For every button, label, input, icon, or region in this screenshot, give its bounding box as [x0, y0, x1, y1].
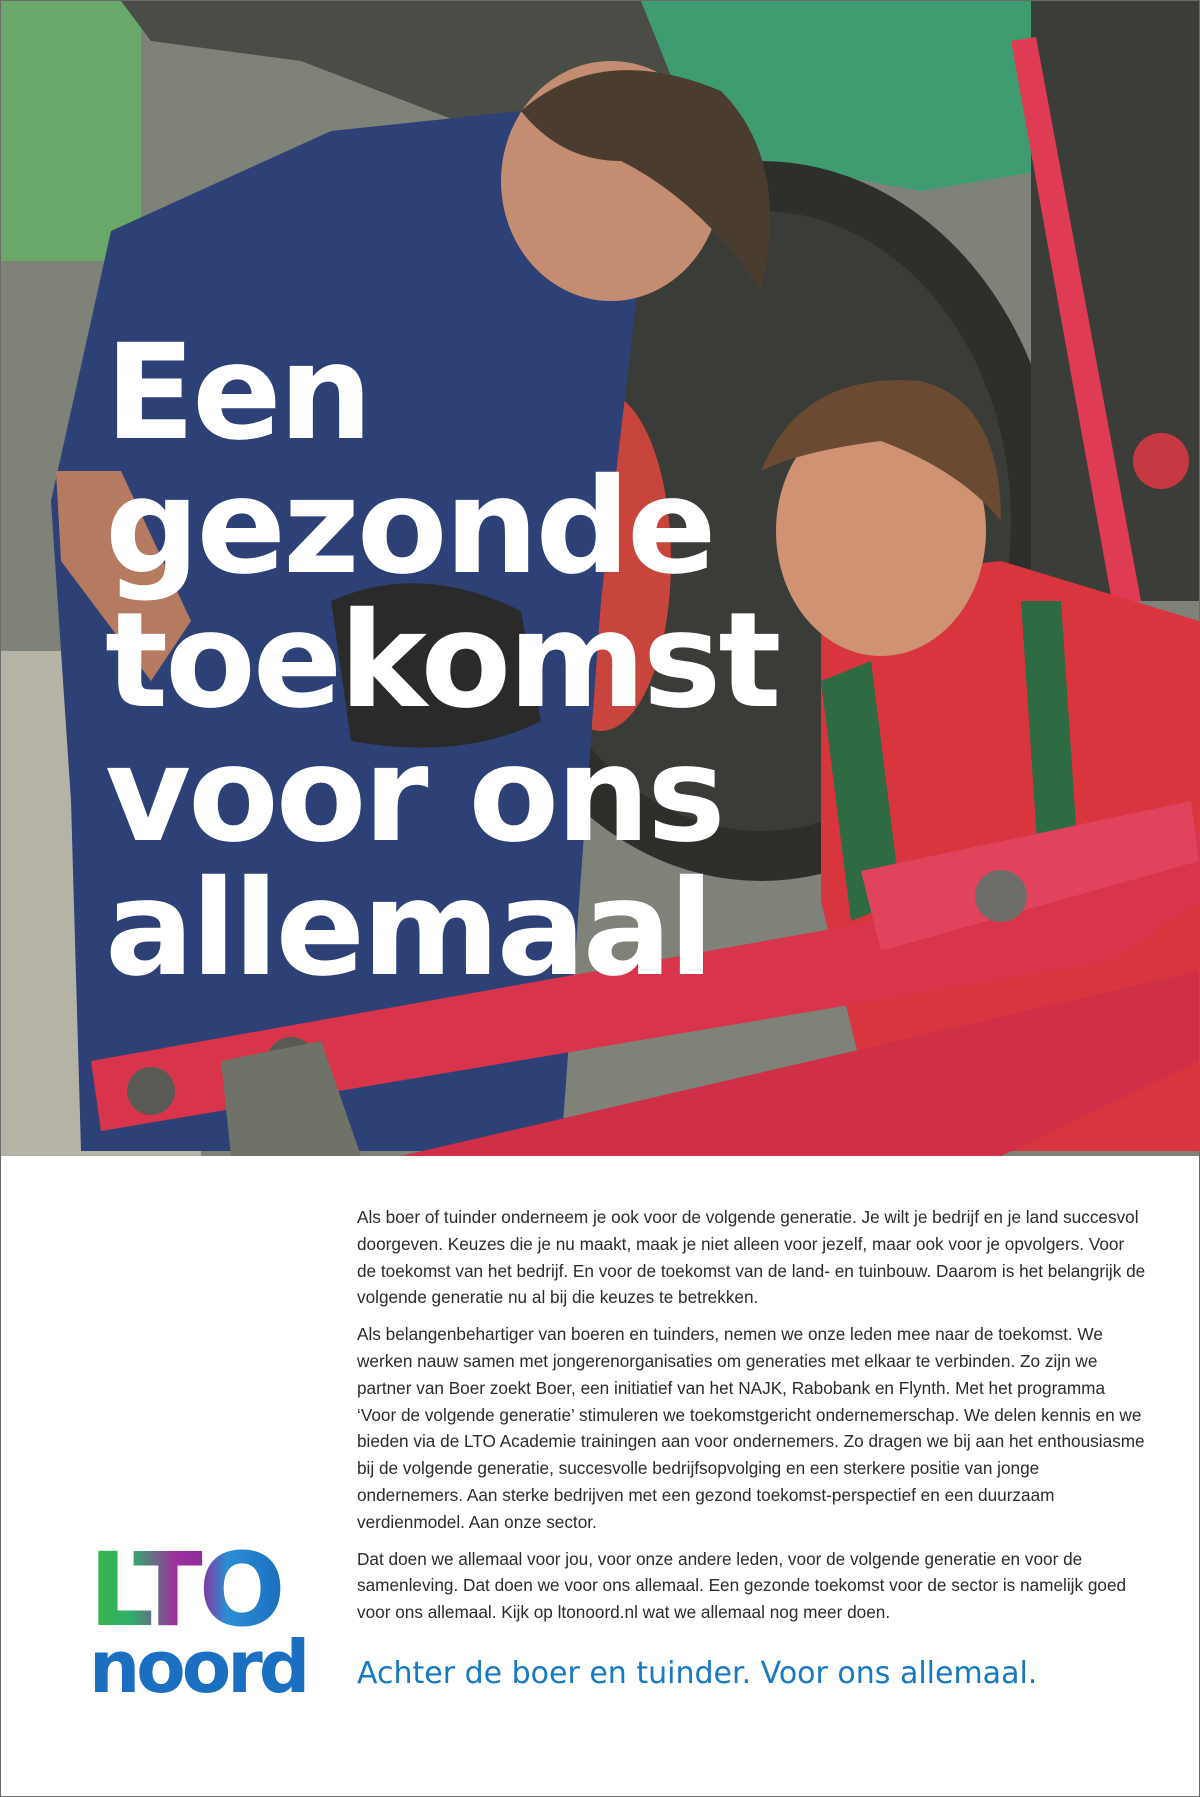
body-copy: [357, 1204, 1147, 1636]
tagline: Achter de boer en tuinder. Voor ons allemaal.: [357, 1656, 1038, 1691]
headline-line: Een: [105, 316, 370, 470]
farmers-repairing-machinery-photo: [1, 1, 1199, 1156]
logo-text-lto: LTO: [89, 1531, 282, 1650]
body-paragraph: Als boer of tuinder onderneem je ook voor de volgende generatie. Je wilt je bedrijf en je land succesvol doorgeven. Keuzes die je nu maakt, maak je niet alleen voor jezelf, maar ook voor je opvolgers. Voor de toekomst van het bedrijf. En voor de toekomst van de land- en tuinbouw. Daarom is het belangrijk de volgende generatie nu al bij die keuzes te betrekken.: [357, 1207, 1146, 1308]
headline-line: voor ons: [105, 718, 723, 872]
body-paragraph: Als belangenbehartiger van boeren en tuinders, nemen we onze leden mee naar de toekomst. We werken nauw samen met jongerenorganisaties om generaties met elkaar te verbinden. Zo zijn we partner van Boer zoekt Boer, een initiatief van het NAJK, Rabobank en Flynth. Met het programma ‘Voor de volgende generatie’ stimuleren we toekomstgericht ondernemerschap. We delen kennis en we bieden via de LTO Academie trainingen aan voor ondernemers. Zo dragen we bij aan het enthousiasme bij de volgende generatie, succesvolle bedrijfsopvolging en een sterkere positie van jonge ondernemers. Aan sterke bedrijven met een gezond toekomst-perspectief en een duurzaam verdienmodel. Aan onze sector.: [357, 1324, 1145, 1532]
body-paragraph: Dat doen we allemaal voor jou, voor onze andere leden, voor de volgende generatie en voor de samenleving. Dat doen we voor ons allemaal. Een gezonde toekomst voor de sector is namelijk goed voor ons allemaal. Kijk op ltonoord.nl wat we allemaal nog meer doen.: [357, 1548, 1127, 1623]
logo-text-noord: noord: [89, 1625, 307, 1709]
headline-line: toekomst: [105, 584, 779, 738]
headline: [105, 316, 865, 1006]
headline-line: gezonde: [105, 450, 714, 604]
lto-noord-logo: [89, 1531, 319, 1709]
headline-line: allemaal: [105, 852, 712, 1006]
